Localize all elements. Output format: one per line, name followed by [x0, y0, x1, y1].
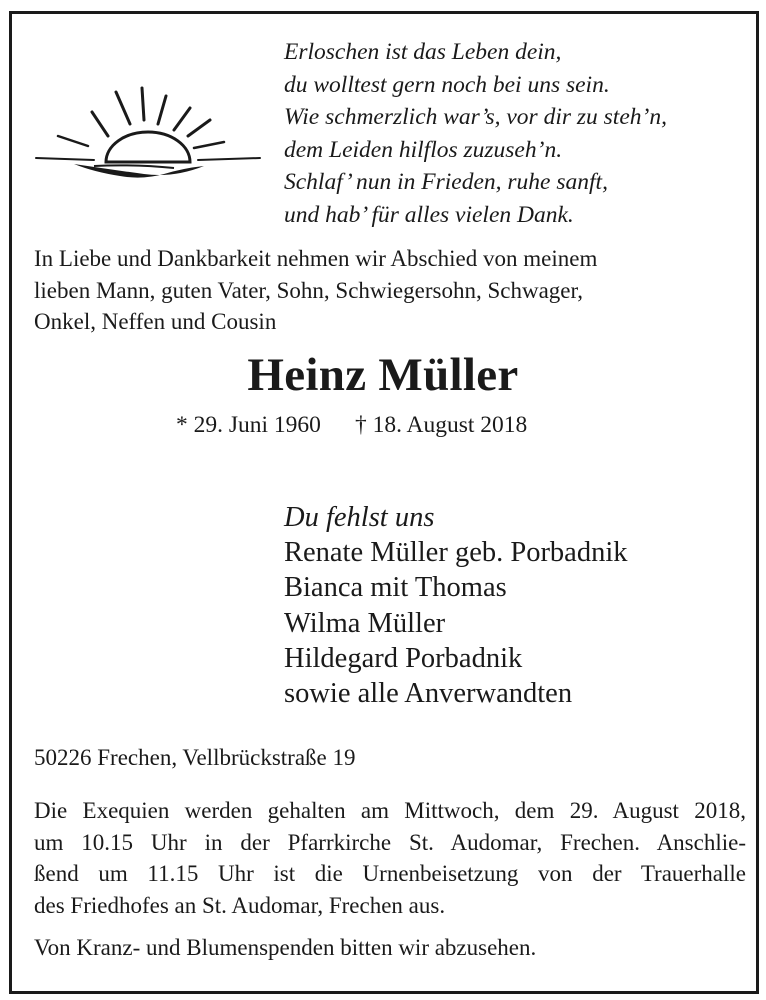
- service-line: des Friedhofes an St. Audomar, Frechen aus.: [34, 892, 446, 918]
- mourner-name: Wilma Müller: [284, 607, 446, 639]
- service-line: ßend um 11.15 Uhr ist die Urnenbeisetzung von der Trauerhalle: [34, 861, 746, 886]
- mourner-name: Bianca mit Thomas: [284, 572, 507, 604]
- service-line: um 10.15 Uhr in der Pfarrkirche St. Audomar, Frechen. Anschlie-: [34, 829, 746, 855]
- intro-line: In Liebe und Dankbarkeit nehmen wir Abschied von meinem: [34, 246, 598, 271]
- mourner-name: Renate Müller geb. Porbadnik: [284, 537, 628, 569]
- poem-line: dem Leiden hilflos zuzuseh’n.: [284, 136, 563, 163]
- poem: [284, 36, 667, 232]
- intro-line: lieben Mann, guten Vater, Sohn, Schwiegersohn, Schwager,: [34, 277, 583, 303]
- poem-line: Wie schmerzlich war’s, vor dir zu steh’n,: [284, 104, 667, 131]
- closing-note: Von Kranz- und Blumenspenden bitten wir abzusehen.: [34, 935, 537, 960]
- mourner-name: Hildegard Porbadnik: [284, 642, 523, 674]
- deceased-name: Heinz Müller: [247, 349, 519, 401]
- mourners-list: [284, 500, 628, 711]
- poem-line: Schlaf’ nun in Frieden, ruhe sanft,: [284, 169, 608, 196]
- poem-line: du wolltest gern noch bei uns sein.: [284, 71, 610, 98]
- service-details: [34, 795, 746, 921]
- poem-line: Erloschen ist das Leben dein,: [284, 39, 562, 65]
- service-line: Die Exequien werden gehalten am Mittwoch, dem 29. August 2018,: [34, 798, 746, 823]
- mourners-lead: Du fehlst uns: [284, 502, 435, 533]
- birth-date: * 29. Juni 1960: [176, 412, 321, 438]
- intro-line: Onkel, Neffen und Cousin: [34, 309, 277, 334]
- address: 50226 Frechen, Vellbrückstraße 19: [34, 745, 356, 770]
- intro-text: [34, 243, 746, 338]
- setting-sun-icon: [34, 86, 262, 182]
- life-dates: [176, 409, 527, 441]
- death-date: † 18. August 2018: [354, 412, 528, 438]
- poem-line: und hab’ für alles vielen Dank.: [284, 201, 574, 228]
- mourner-name: sowie alle Anverwandten: [284, 678, 573, 710]
